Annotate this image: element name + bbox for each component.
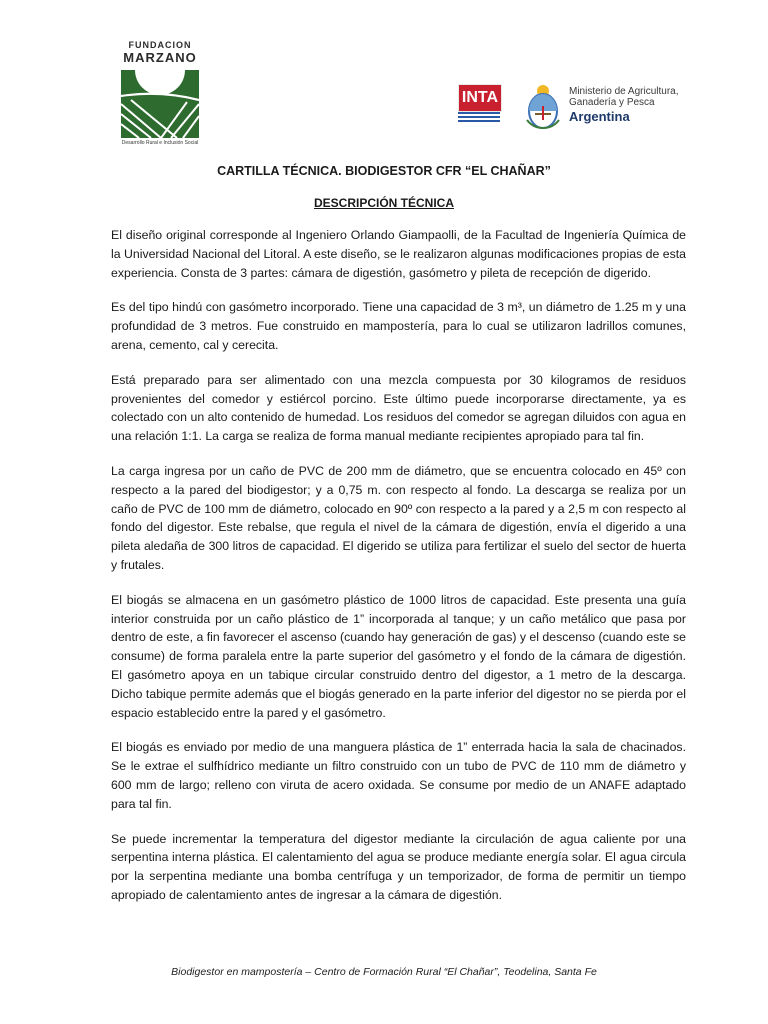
ministerio-logo (523, 82, 693, 130)
logo-tagline: Desarrollo Rural e Inclusión Social (121, 140, 199, 146)
document-title: CARTILLA TÉCNICA. BIODIGESTOR CFR “EL CHAÑAR” (217, 164, 551, 178)
ministerio-line-3: Argentina (569, 109, 630, 124)
paragraph-4: La carga ingresa por un caño de PVC de 200 mm de diámetro, que se encuentra colocado en 45º con respecto a la pared del biodigestor; y a 0,75 m. con respecto al fondo. La descarga se realiza por un caño de PVC de 100 mm de diámetro, colocado en 90º con respecto a la pared y a 2,5 m con respecto al fondo del digestor. Este rebalse, que regula el nivel de la cámara de digestión, envía el digerido a una pileta aledaña de 300 litros de capacidad. El digerido se utiliza para fertilizar el suelo del sector de huerta y frutales. (111, 463, 686, 572)
logo-text-fundacion: FUNDACION (128, 40, 192, 50)
ministerio-text (569, 86, 693, 126)
paragraph-3: Está preparado para ser alimentado con una mezcla compuesta por 30 kilogramos de residuos provenientes del comedor y estiércol porcino. Este último puede incorporarse directamente, ya es colectado con un alto contenido de humedad. Los residuos del comedor se agregan diluidos con agua en una relación 1:1. La carga se realiza de forma manual mediante recipientes apropiado para tal fin. (111, 372, 686, 444)
ministerio-line-2: Ganadería y Pesca (569, 97, 655, 108)
document-body (111, 226, 686, 921)
paragraph-2: Es del tipo hindú con gasómetro incorporado. Tiene una capacidad de 3 m³, un diámetro de 1.25 m y una profundidad de 3 metros. Fue construido en mampostería, para lo cual se utilizaron ladrillos comunes, arena, cemento, cal y cerecita. (111, 300, 686, 352)
paragraph-6: El biogás es enviado por medio de una manguera plástica de 1” enterrada hacia la sala de chacinados. Se le extrae el sulfhídrico mediante un filtro construido con un tubo de PVC de 110 mm de diámetro y 600 mm de largo; relleno con viruta de acero oxidada. Se consume por medio de un ANAFE adaptado para tal fin. (111, 740, 686, 811)
page-footer: Biodigestor en mampostería – Centro de Formación Rural “El Chañar”, Teodelina, Santa Fe (171, 966, 597, 978)
paragraph-7: Se puede incrementar la temperatura del digestor mediante la circulación de agua caliente por una serpentina interna plástica. El calentamiento del agua se produce mediante energía solar. El agua circula por la serpentina mediante una bomba centrífuga y un temporizador, de forma de permitir un tiempo apropiado de calentamiento antes de ingresar a la cámara de digestión. (111, 831, 686, 902)
paragraph-5: El biogás se almacena en un gasómetro plástico de 1000 litros de capacidad. Este presenta una guía interior construida por un caño plástico de 1” incorporada al tanque; y un caño metálico que pasa por dentro de este, a fin favorecer el ascenso (cuando hay generación de gas) y el descenso (cuando este se consume) de forma paralela entre la parte superior del gasómetro y el fondo de la cámara de digestión. El gasómetro apoya en un tabique circular construido dentro del digestor, a 1 metro de la descarga. Dicho tabique permite además que el biogás generado en la parte inferior del digestor no se pierda por el espacio establecido entre la pared y el gasómetro. (111, 592, 686, 720)
marzano-field-icon (121, 70, 199, 138)
fundacion-marzano-logo (118, 40, 202, 152)
inta-logo-text: INTA (458, 84, 502, 112)
section-heading: DESCRIPCIÓN TÉCNICA (313, 196, 454, 210)
inta-stripes-icon (458, 112, 500, 124)
inta-logo (458, 84, 502, 122)
paragraph-1: El diseño original corresponde al Ingeniero Orlando Giampaolli, de la Facultad de Ingeniería Química de la Universidad Nacional del Litoral. A este diseño, se le realizaron algunas modificaciones propias de esta experiencia. Consta de 3 partes: cámara de digestión, gasómetro y pileta de recepción de digerido. (111, 228, 686, 280)
logo-text-marzano: MARZANO (123, 50, 197, 65)
argentina-shield-icon (523, 82, 563, 130)
ministerio-line-1: Ministerio de Agricultura, (569, 86, 679, 97)
